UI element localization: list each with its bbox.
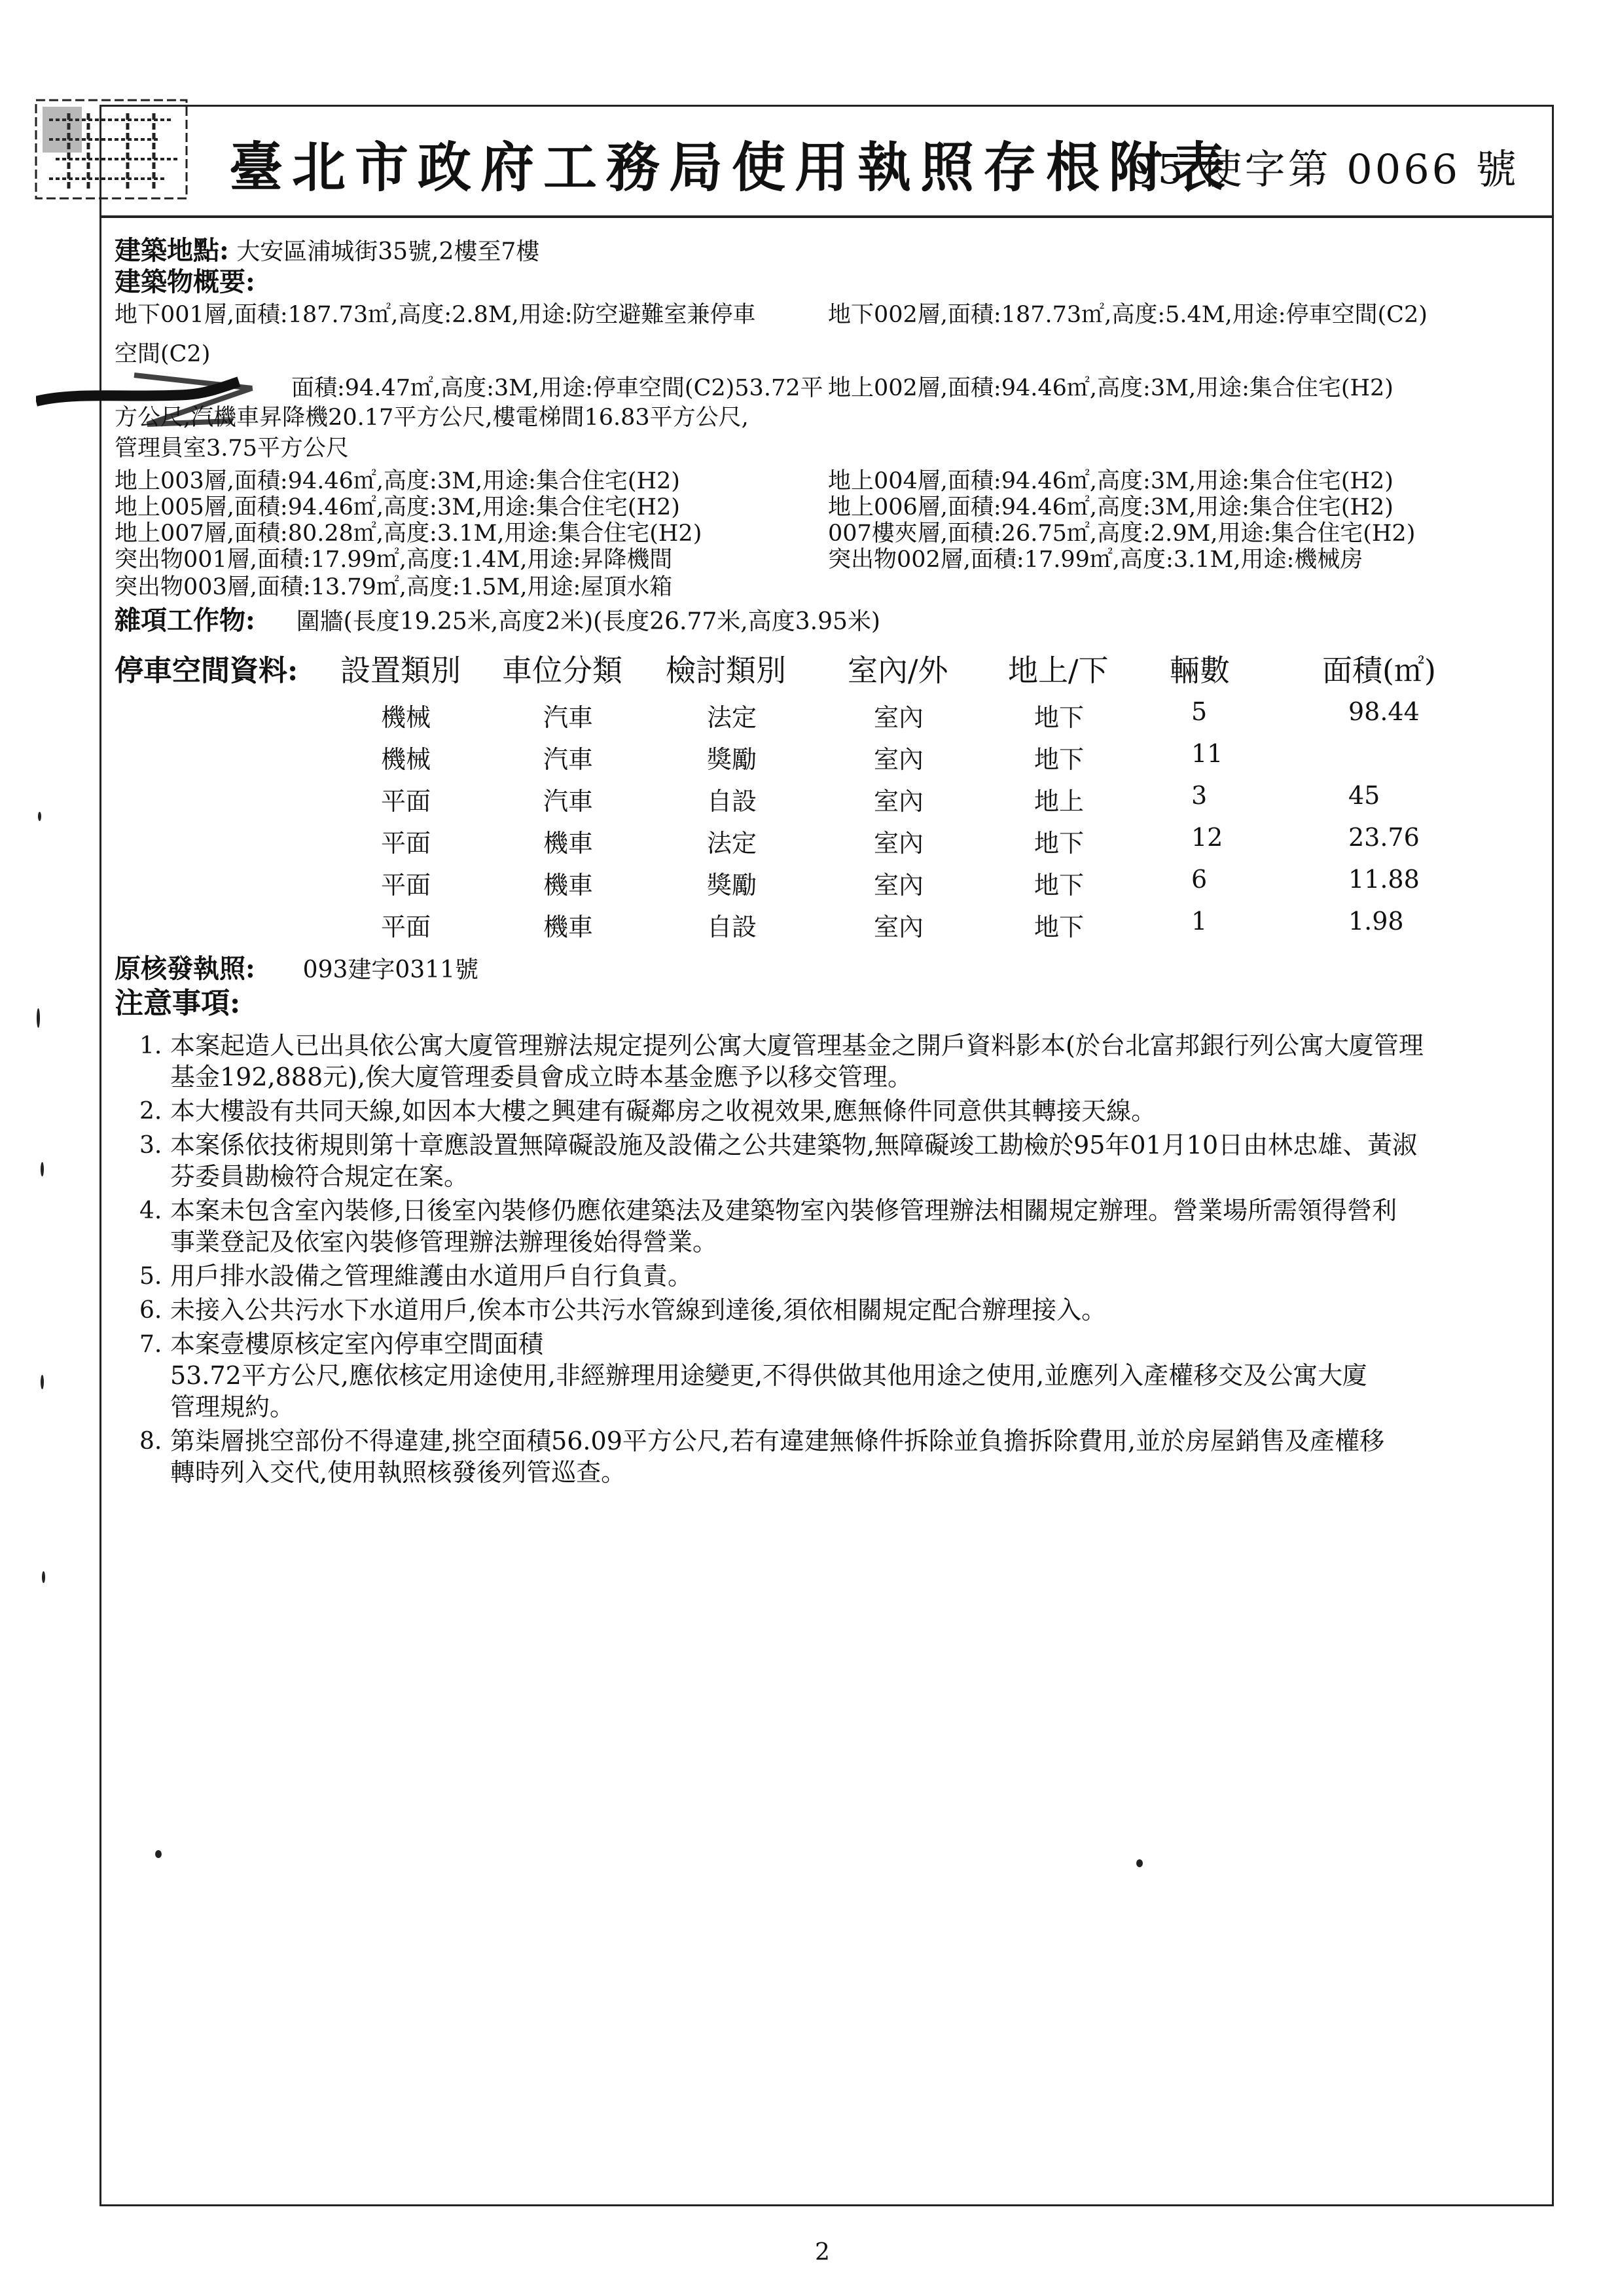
overview-line: 007樓夾層,面積:26.75㎡,高度:2.9M,用途:集合住宅(H2) xyxy=(828,520,1416,547)
site-row xyxy=(115,235,540,266)
parking-cell: 自設 xyxy=(707,913,757,941)
overview-line: 地上005層,面積:94.46㎡,高度:3M,用途:集合住宅(H2) xyxy=(115,494,680,520)
parking-cell: 汽車 xyxy=(543,703,594,732)
original-permit-row xyxy=(115,953,479,984)
parking-cell: 地下 xyxy=(1034,871,1085,900)
overview-line: 突出物003層,面積:13.79㎡,高度:1.5M,用途:屋頂水箱 xyxy=(115,574,673,600)
note-number: 3. xyxy=(139,1132,162,1159)
overview-line: 地上007層,面積:80.28㎡,高度:3.1M,用途:集合住宅(H2) xyxy=(115,520,702,547)
parking-cell: 平面 xyxy=(381,871,431,900)
parking-cell: 地下 xyxy=(1034,829,1085,858)
overview-line: 突出物002層,面積:17.99㎡,高度:3.1M,用途:機械房 xyxy=(828,547,1363,573)
overview-line: 突出物001層,面積:17.99㎡,高度:1.4M,用途:昇降機間 xyxy=(115,547,673,573)
misc-label: 雜項工作物: xyxy=(115,605,255,636)
overview-line: 面積:94.47㎡,高度:3M,用途:停車空間(C2)53.72平 xyxy=(291,375,823,401)
stamp-mark xyxy=(29,94,219,211)
overview-line: 地上006層,面積:94.46㎡,高度:3M,用途:集合住宅(H2) xyxy=(828,494,1393,520)
permit-number: 95 使字第 0066 號 xyxy=(1129,145,1519,193)
parking-cell: 汽車 xyxy=(543,745,594,774)
parking-cell: 室內 xyxy=(874,871,924,900)
parking-cell: 自設 xyxy=(707,787,757,816)
parking-cell: 1 xyxy=(1191,907,1208,936)
note-line: 本案壹樓原核定室內停車空間面積 xyxy=(170,1330,544,1358)
parking-col-header: 檢討類別 xyxy=(666,653,786,688)
parking-cell: 地下 xyxy=(1034,913,1085,941)
scan-speck xyxy=(38,812,41,821)
overview-line: 地上004層,面積:94.46㎡,高度:3M,用途:集合住宅(H2) xyxy=(828,468,1393,494)
misc-value: 圍牆(長度19.25米,高度2米)(長度26.77米,高度3.95米) xyxy=(296,608,880,635)
note-number: 1. xyxy=(139,1032,162,1059)
overview-line: 地上002層,面積:94.46㎡,高度:3M,用途:集合住宅(H2) xyxy=(828,375,1393,401)
overview-line: 地上003層,面積:94.46㎡,高度:3M,用途:集合住宅(H2) xyxy=(115,468,680,494)
note-line: 管理規約。 xyxy=(170,1393,295,1421)
document-header xyxy=(101,107,1552,218)
note-line: 53.72平方公尺,應依核定用途使用,非經辦理用途變更,不得供做其他用途之使用,並應列入產權移交及公寓大廈 xyxy=(170,1361,1368,1390)
parking-cell: 機車 xyxy=(543,829,594,858)
note-line: 用戶排水設備之管理維護由水道用戶自行負責。 xyxy=(170,1262,693,1290)
parking-cell: 機車 xyxy=(543,913,594,941)
parking-cell: 法定 xyxy=(707,829,757,858)
document-title: 臺北市政府工務局使用執照存根附表 xyxy=(229,136,1235,199)
note-line: 事業登記及依室內裝修管理辦法辦理後始得營業。 xyxy=(170,1228,718,1256)
parking-cell: 6 xyxy=(1191,865,1208,894)
parking-col-header: 室內/外 xyxy=(848,653,948,688)
parking-cell: 11 xyxy=(1191,739,1223,768)
original-permit-label: 原核發執照: xyxy=(115,953,255,984)
scan-speck xyxy=(41,1162,44,1176)
site-label: 建築地點: xyxy=(115,235,229,266)
parking-col-header: 輛數 xyxy=(1170,653,1230,688)
parking-cell: 平面 xyxy=(381,787,431,816)
note-line: 基金192,888元),俟大廈管理委員會成立時本基金應予以移交管理。 xyxy=(170,1063,913,1091)
scan-speck xyxy=(42,1571,45,1583)
parking-col-header: 車位分類 xyxy=(502,653,622,688)
note-number: 6. xyxy=(139,1297,162,1324)
overview-label: 建築物概要: xyxy=(115,266,255,297)
parking-cell: 機車 xyxy=(543,871,594,900)
overview-line: 方公尺,汽機車昇降機20.17平方公尺,樓電梯間16.83平方公尺, xyxy=(115,405,749,431)
note-number: 7. xyxy=(139,1331,162,1358)
site-value: 大安區浦城街35號,2樓至7樓 xyxy=(236,238,540,265)
parking-cell: 室內 xyxy=(874,829,924,858)
parking-col-header: 設置類別 xyxy=(340,653,461,688)
parking-cell: 11.88 xyxy=(1348,865,1420,894)
notes-label: 注意事項: xyxy=(115,987,241,1020)
parking-cell: 45 xyxy=(1348,781,1380,810)
note-line: 芬委員勘檢符合規定在案。 xyxy=(170,1162,469,1191)
document-frame xyxy=(99,105,1554,2206)
overview-line: 管理員室3.75平方公尺 xyxy=(115,435,349,462)
note-line: 本大樓設有共同天線,如因本大樓之興建有礙鄰房之收視效果,應無條件同意供其轉接天線。 xyxy=(170,1097,1157,1125)
note-number: 4. xyxy=(139,1197,162,1224)
parking-cell: 機械 xyxy=(381,745,431,774)
note-line: 本案起造人已出具依公寓大廈管理辦法規定提列公寓大廈管理基金之開戶資料影本(於台北富邦銀行列公寓大廈管理 xyxy=(170,1031,1424,1060)
note-line: 第柒層挑空部份不得違建,挑空面積56.09平方公尺,若有違建無條件拆除並負擔拆除費用,並於房屋銷售及產權移 xyxy=(170,1427,1385,1455)
parking-col-header: 面積(㎡) xyxy=(1322,653,1436,688)
note-line: 轉時列入交代,使用執照核發後列管巡查。 xyxy=(170,1458,626,1487)
parking-cell: 獎勵 xyxy=(707,745,757,774)
overview-line: 空間(C2) xyxy=(115,341,211,367)
parking-cell: 獎勵 xyxy=(707,871,757,900)
parking-cell: 23.76 xyxy=(1348,823,1420,852)
parking-cell: 地上 xyxy=(1034,787,1085,816)
note-number: 2. xyxy=(139,1098,162,1125)
parking-cell: 3 xyxy=(1191,781,1208,810)
scan-speck xyxy=(41,1375,44,1389)
parking-cell: 5 xyxy=(1191,697,1208,726)
parking-label: 停車空間資料: xyxy=(115,654,298,687)
parking-cell: 地下 xyxy=(1034,745,1085,774)
scan-speck xyxy=(37,1008,40,1028)
overview-line: 地下001層,面積:187.73㎡,高度:2.8M,用途:防空避難室兼停車 xyxy=(115,302,756,328)
note-line: 本案未包含室內裝修,日後室內裝修仍應依建築法及建築物室內裝修管理辦法相關規定辦理。營業場所需領得營利 xyxy=(170,1196,1397,1225)
parking-cell: 機械 xyxy=(381,703,431,732)
parking-cell: 98.44 xyxy=(1348,697,1420,726)
note-number: 8. xyxy=(139,1428,162,1455)
parking-cell: 平面 xyxy=(381,829,431,858)
parking-cell: 1.98 xyxy=(1348,907,1404,936)
page-number: 2 xyxy=(815,2239,830,2266)
parking-cell: 室內 xyxy=(874,787,924,816)
parking-cell: 室內 xyxy=(874,745,924,774)
parking-col-header: 地上/下 xyxy=(1008,653,1109,688)
parking-cell: 汽車 xyxy=(543,787,594,816)
parking-cell: 平面 xyxy=(381,913,431,941)
parking-cell: 12 xyxy=(1191,823,1223,852)
note-line: 未接入公共污水下水道用戶,俟本市公共污水管線到達後,須依相關規定配合辦理接入。 xyxy=(170,1296,1107,1324)
misc-row xyxy=(115,605,880,636)
parking-cell: 法定 xyxy=(707,703,757,732)
original-permit-value: 093建字0311號 xyxy=(302,957,479,983)
parking-cell: 室內 xyxy=(874,913,924,941)
overview-line: 地下002層,面積:187.73㎡,高度:5.4M,用途:停車空間(C2) xyxy=(828,302,1428,328)
parking-cell: 室內 xyxy=(874,703,924,732)
note-line: 本案係依技術規則第十章應設置無障礙設施及設備之公共建築物,無障礙竣工勘檢於95年01月10日由林忠雄、黃淑 xyxy=(170,1131,1418,1159)
note-number: 5. xyxy=(139,1263,162,1290)
parking-cell: 地下 xyxy=(1034,703,1085,732)
